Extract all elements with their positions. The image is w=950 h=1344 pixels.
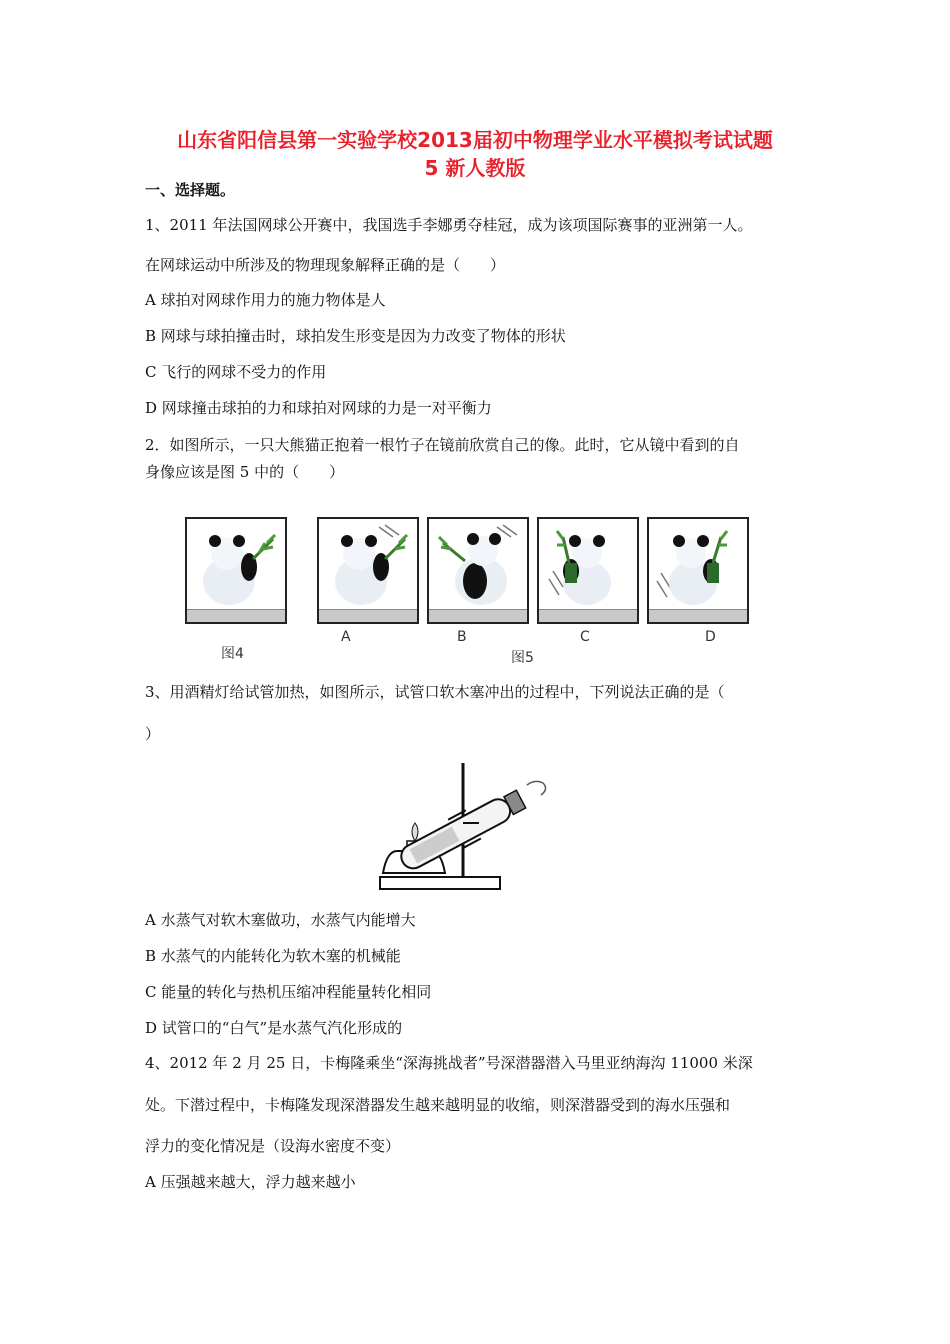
option-c-panel (537, 517, 639, 624)
q4-stem-line3: 浮力的变化情况是（设海水密度不变） (145, 1137, 401, 1155)
q3-stem-line2: ） (145, 725, 161, 743)
fig5-caption: 图5 (511, 650, 534, 666)
label-b: B (457, 629, 467, 645)
floor (539, 609, 637, 622)
doc-title-line1: 山东省阳信县第一实验学校2013届初中物理学业水平模拟考试试题 (177, 128, 773, 152)
fig4-panel (185, 517, 287, 624)
q4-stem-line1: 4、2012 年 2 月 25 日，卡梅隆乘坐“深海挑战者”号深潜器潜入马里亚纳海沟 11000 米深 (145, 1054, 753, 1072)
fig4-caption: 图4 (221, 646, 244, 662)
label-c: C (580, 629, 590, 645)
q2-stem-line2: 身像应该是图 5 中的（ ） (145, 463, 345, 481)
panda-icon (649, 519, 747, 610)
q1-option-d: D 网球撞击球拍的力和球拍对网球的力是一对平衡力 (145, 399, 492, 417)
q4-option-a: A 压强越来越大，浮力越来越小 (145, 1173, 356, 1191)
doc-title-line2: 5 新人教版 (424, 156, 526, 180)
label-d: D (705, 629, 716, 645)
label-a: A (341, 629, 351, 645)
panda-icon (539, 519, 637, 610)
option-d-panel (647, 517, 749, 624)
q3-option-a: A 水蒸气对软木塞做功，水蒸气内能增大 (145, 911, 416, 929)
floor (649, 609, 747, 622)
q1-stem-line1: 1、2011 年法国网球公开赛中，我国选手李娜勇夺桂冠，成为该项国际赛事的亚洲第一人。 (145, 216, 753, 234)
option-b-panel (427, 517, 529, 624)
test-tube-heating-figure (355, 755, 600, 900)
panda-mirror-figure (155, 505, 795, 665)
option-a-panel (317, 517, 419, 624)
q3-option-d: D 试管口的“白气”是水蒸气汽化形成的 (145, 1019, 403, 1037)
q3-stem-line1: 3、用酒精灯给试管加热，如图所示，试管口软木塞冲出的过程中，下列说法正确的是（ (145, 683, 725, 701)
panda-icon (319, 519, 417, 610)
panda-icon (429, 519, 527, 610)
panda-icon (187, 519, 285, 610)
floor (319, 609, 417, 622)
q1-option-c: C 飞行的网球不受力的作用 (145, 363, 327, 381)
q1-option-b: B 网球与球拍撞击时，球拍发生形变是因为力改变了物体的形状 (145, 327, 566, 345)
q1-stem-line2: 在网球运动中所涉及的物理现象解释正确的是（ ） (145, 256, 506, 274)
q4-stem-line2: 处。下潜过程中，卡梅隆发现深潜器发生越来越明显的收缩，则深潜器受到的海水压强和 (145, 1096, 731, 1114)
q3-option-b: B 水蒸气的内能转化为软木塞的机械能 (145, 947, 401, 965)
floor (187, 609, 285, 622)
q1-option-a: A 球拍对网球作用力的施力物体是人 (145, 291, 386, 309)
q3-option-c: C 能量的转化与热机压缩冲程能量转化相同 (145, 983, 432, 1001)
section-heading: 一、选择题。 (145, 181, 236, 199)
floor (429, 609, 527, 622)
q2-stem-line1: 2．如图所示，一只大熊猫正抱着一根竹子在镜前欣赏自己的像。此时，它从镜中看到的自 (145, 436, 740, 454)
